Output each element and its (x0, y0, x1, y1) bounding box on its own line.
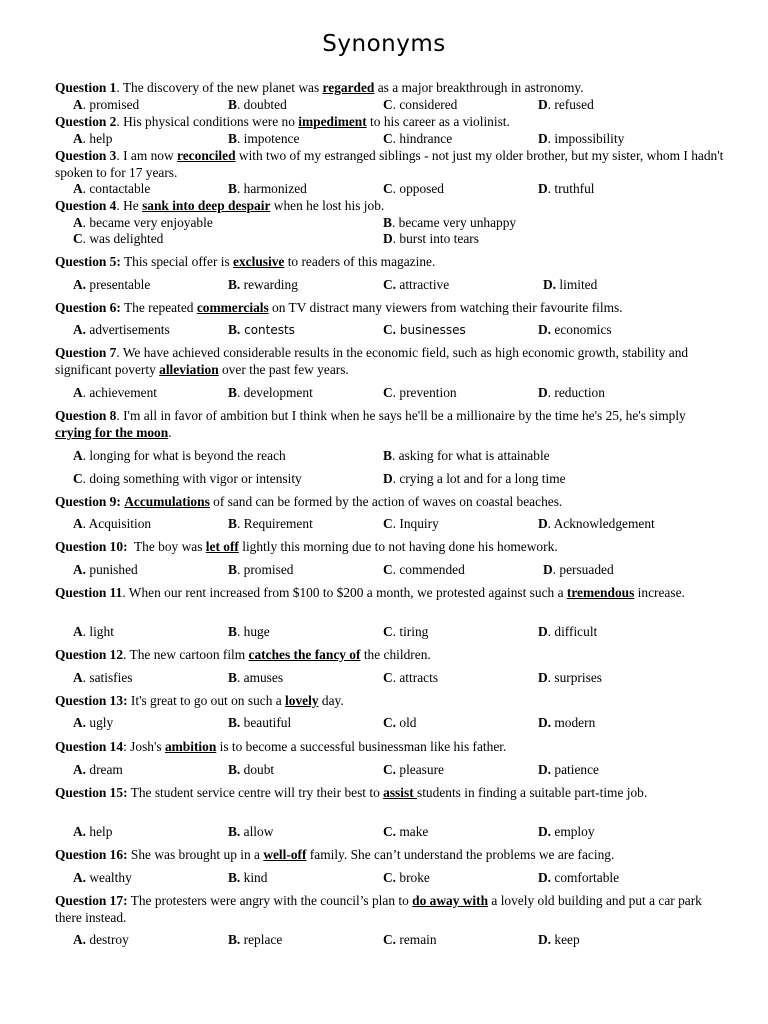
option-d[interactable]: D. surprises (538, 670, 602, 685)
question-5: Question 5: This special offer is exclusive to readers of this magazine. (55, 254, 436, 269)
option-d[interactable]: D. limited (543, 277, 598, 292)
key-phrase: crying for the moon (55, 424, 169, 440)
options-17 (73, 932, 753, 949)
options-9 (73, 516, 753, 533)
option-d[interactable]: D. economics (538, 322, 612, 337)
question-15: Question 15: The student service centre will try their best to assist students in finding a suitable part-time job. (55, 785, 648, 800)
option-c[interactable]: C. remain (383, 932, 437, 947)
option-c[interactable]: C. old (383, 715, 417, 730)
question-6: Question 6: The repeated commercials on TV distract many viewers from watching their favourite films. (55, 300, 623, 315)
question-7: Question 7. We have achieved considerable results in the economic field, such as high economic growth, stability and significant poverty alleviation over the past few years. (55, 345, 689, 377)
option-b[interactable]: B. amuses (228, 670, 284, 685)
option-b[interactable]: B. kind (228, 870, 268, 885)
options-14 (73, 762, 753, 779)
option-d[interactable]: D. persuaded (543, 562, 614, 577)
options-8-row2 (73, 471, 753, 488)
question-label: Question 15: (55, 785, 128, 800)
options-13 (73, 715, 753, 732)
options-10 (73, 562, 753, 579)
option-c[interactable]: C. opposed (383, 181, 444, 196)
option-d[interactable]: D. refused (538, 97, 594, 112)
options-1 (73, 97, 753, 114)
option-c[interactable]: C. attractive (383, 277, 450, 292)
option-a[interactable]: A. satisfies (73, 670, 133, 685)
options-11 (73, 624, 753, 641)
options-16 (73, 870, 753, 887)
question-3: Question 3. I am now reconciled with two of my estranged siblings - not just my older brother, but my sister, whom I hadn't spoken to for 17 years. (55, 148, 724, 180)
key-phrase: lovely (285, 693, 319, 708)
key-phrase: reconciled (177, 148, 236, 163)
question-label: Question 6: (55, 300, 121, 315)
option-a[interactable]: A. longing for what is beyond the reach (73, 448, 286, 463)
question-label: Question 11 (55, 585, 123, 600)
key-phrase: let off (205, 539, 239, 554)
question-10: Question 10: The boy was let off lightly this morning due to not having done his homework. (55, 539, 558, 554)
option-b[interactable]: B. asking for what is attainable (383, 448, 550, 463)
option-d[interactable]: D. comfortable (538, 870, 620, 885)
option-c[interactable]: C. commended (383, 562, 465, 577)
options-7 (73, 385, 753, 402)
options-15 (73, 824, 753, 841)
option-a[interactable]: A. advertisements (73, 322, 170, 337)
key-phrase: well-off (263, 847, 307, 862)
question-2: Question 2. His physical conditions were no impediment to his career as a violinist. (55, 114, 510, 129)
option-c[interactable]: C. considered (383, 97, 458, 112)
option-b[interactable]: B. replace (228, 932, 283, 947)
question-label: Question 8 (55, 408, 117, 423)
question-label: Question 12 (55, 647, 124, 662)
question-11: Question 11. When our rent increased from $100 to $200 a month, we protested against such a tremendous increase. (55, 585, 685, 600)
options-12 (73, 670, 753, 687)
option-d[interactable]: D. difficult (538, 624, 598, 639)
question-17: Question 17: The protesters were angry with the council’s plan to do away with a lovely old building and put a car park there instead. (55, 893, 702, 925)
key-phrase: sank into deep despair (142, 198, 271, 213)
question-16: Question 16: She was brought up in a well-off family. She can’t understand the problems we are facing. (55, 847, 615, 862)
option-a[interactable]: A. Acquisition (73, 516, 152, 531)
question-label: Question 14 (55, 739, 124, 754)
option-a[interactable]: A. promised (73, 97, 140, 112)
option-c[interactable]: C. hindrance (383, 131, 453, 146)
option-c[interactable]: C. attracts (383, 670, 439, 685)
option-a[interactable]: A. light (73, 624, 114, 639)
question-label: Question 16: (55, 847, 128, 862)
key-phrase: impediment (298, 114, 367, 129)
question-label: Question 10: (55, 539, 128, 554)
options-5 (73, 277, 753, 294)
option-b[interactable]: B. rewarding (228, 277, 298, 292)
key-phrase: regarded (322, 80, 375, 95)
option-b[interactable]: B. huge (228, 624, 270, 639)
key-phrase: ambition (164, 739, 217, 754)
option-b[interactable]: B. beautiful (228, 715, 292, 730)
option-a[interactable]: A. became very enjoyable (73, 215, 213, 230)
option-d[interactable]: D. burst into tears (383, 231, 479, 246)
option-a[interactable]: A. help (73, 131, 113, 146)
option-b[interactable]: B. impotence (228, 131, 300, 146)
question-8: Question 8. I'm all in favor of ambition but I think when he says he'll be a millionaire by the time he's 25, he's simply crying for the moon. (55, 408, 686, 440)
options-4-row2 (73, 231, 753, 248)
option-d[interactable]: D. Acknowledgement (538, 516, 655, 531)
option-c[interactable]: C. make (383, 824, 429, 839)
option-d[interactable]: D. employ (538, 824, 595, 839)
key-phrase: tremendous (566, 585, 635, 600)
option-d[interactable]: D. truthful (538, 181, 595, 196)
option-d[interactable]: D. keep (538, 932, 580, 947)
key-phrase: alleviation (159, 361, 219, 377)
options-4-row1 (73, 215, 753, 232)
question-label: Question 2 (55, 114, 117, 129)
option-a[interactable]: A. presentable (73, 277, 151, 292)
option-c[interactable]: C. Inquiry (383, 516, 439, 531)
option-b[interactable]: B. Requirement (228, 516, 313, 531)
key-phrase: catches the fancy of (248, 647, 361, 662)
options-6 (73, 322, 753, 339)
option-b[interactable]: B. promised (228, 562, 294, 577)
options-8-row1 (73, 448, 753, 465)
option-b[interactable]: B. became very unhappy (383, 215, 517, 230)
question-label: Question 17: (55, 893, 128, 908)
option-a[interactable]: A. achievement (73, 385, 158, 400)
key-phrase: assist (383, 785, 417, 800)
option-a[interactable]: A. ugly (73, 715, 114, 730)
option-b[interactable]: B. doubted (228, 97, 287, 112)
question-label: Question 7 (55, 345, 117, 360)
option-a[interactable]: A. punished (73, 562, 138, 577)
page-title: Synonyms (322, 31, 446, 57)
option-d[interactable]: D. crying a lot and for a long time (383, 471, 566, 486)
options-3 (73, 181, 753, 198)
question-label: Question 3 (55, 148, 117, 163)
option-c[interactable]: C. broke (383, 870, 430, 885)
option-a[interactable]: A. dream (73, 762, 123, 777)
option-a[interactable]: A. help (73, 824, 113, 839)
option-a[interactable]: A. destroy (73, 932, 129, 947)
question-label: Question 13: (55, 693, 128, 708)
option-c[interactable]: C. was delighted (73, 231, 164, 246)
question-label: Question 9 (55, 494, 117, 509)
option-d[interactable]: D. patience (538, 762, 599, 777)
question-label: Question 1 (55, 80, 117, 95)
key-phrase: commercials (196, 300, 269, 315)
question-4: Question 4. He sank into deep despair when he lost his job. (55, 198, 385, 213)
question-9: Question 9: Accumulations of sand can be formed by the action of waves on coastal beaches. (55, 494, 563, 509)
option-c[interactable]: C. businesses (383, 322, 466, 337)
option-c[interactable]: C. tiring (383, 624, 429, 639)
question-13: Question 13: It's great to go out on such a lovely day. (55, 693, 344, 708)
key-phrase: do away with (412, 893, 489, 908)
question-label: Question 5: (55, 254, 121, 269)
option-b[interactable]: B. contests (228, 322, 295, 337)
option-c[interactable]: C. prevention (383, 385, 457, 400)
option-d[interactable]: D. modern (538, 715, 596, 730)
option-c[interactable]: C. pleasure (383, 762, 444, 777)
question-1: Question 1. The discovery of the new planet was regarded as a major breakthrough in astronomy. (55, 80, 584, 95)
option-b[interactable]: B. development (228, 385, 313, 400)
question-12: Question 12. The new cartoon film catches the fancy of the children. (55, 647, 431, 662)
option-d[interactable]: D. reduction (538, 385, 605, 400)
key-phrase: Accumulations (124, 494, 210, 509)
option-a[interactable]: A. contactable (73, 181, 151, 196)
option-d[interactable]: D. impossibility (538, 131, 625, 146)
option-c[interactable]: C. doing something with vigor or intensity (73, 471, 302, 486)
question-label: Question 4 (55, 198, 117, 213)
key-phrase: exclusive (233, 254, 285, 269)
option-a[interactable]: A. wealthy (73, 870, 132, 885)
option-b[interactable]: B. allow (228, 824, 274, 839)
option-b[interactable]: B. harmonized (228, 181, 307, 196)
question-14: Question 14: Josh's ambition is to become a successful businessman like his father. (55, 739, 507, 754)
option-b[interactable]: B. doubt (228, 762, 275, 777)
options-2 (73, 131, 753, 148)
